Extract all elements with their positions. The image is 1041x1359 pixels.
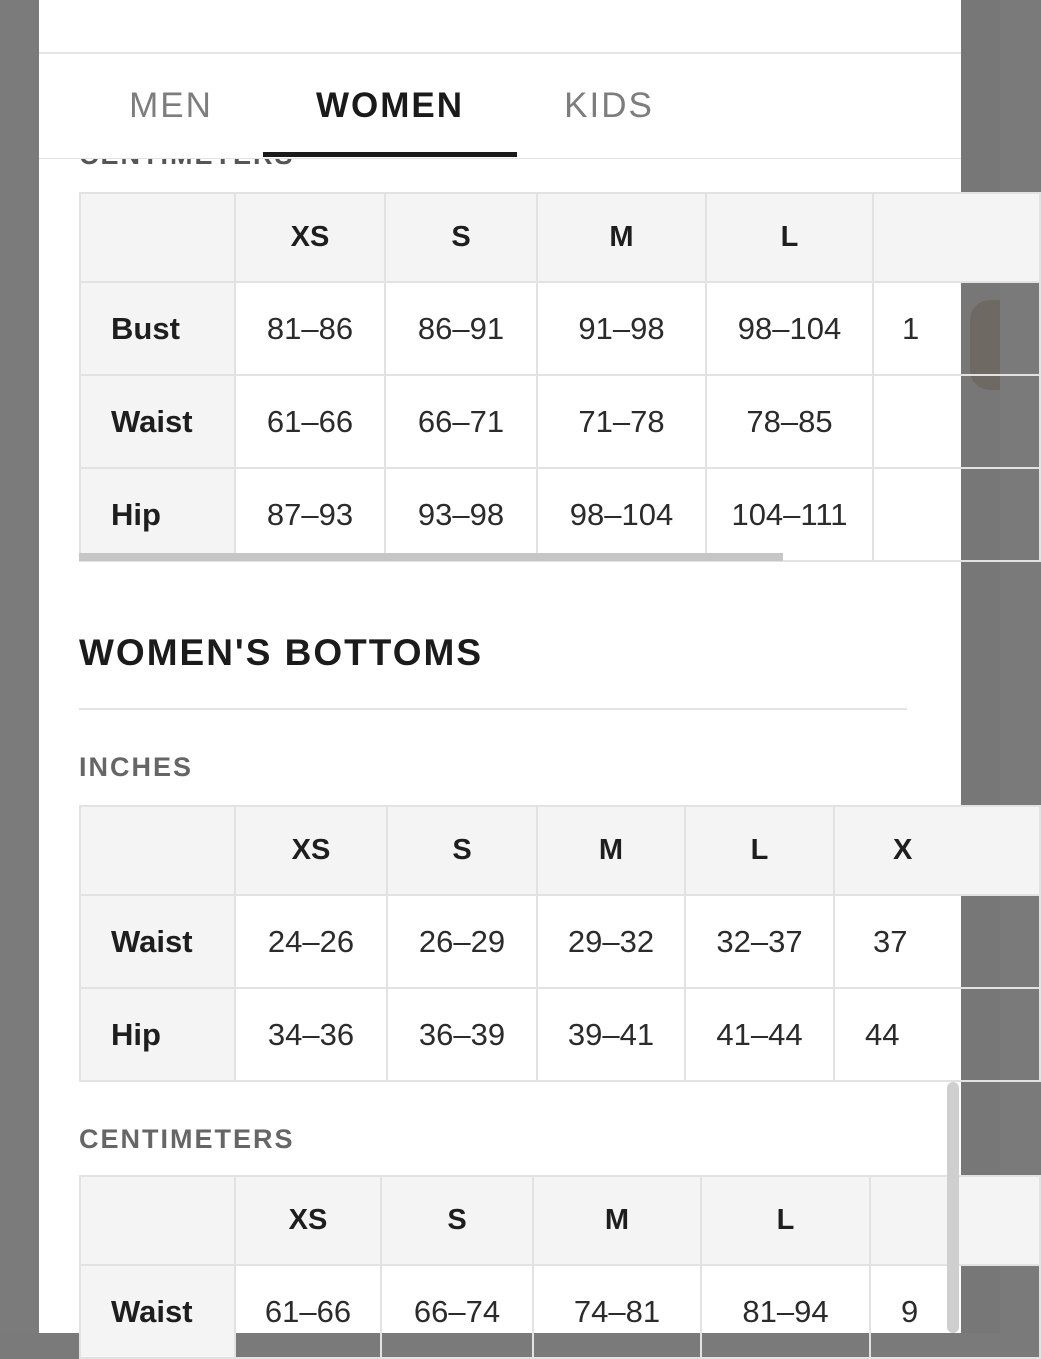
table-row [80,375,1040,468]
table-cell: 61–66 [235,1265,381,1358]
table-cell: 104–111 [706,468,873,561]
tab-men[interactable]: MEN [129,86,213,125]
tops-cm-table-scroll[interactable] [79,192,920,562]
table-cell: 71–78 [537,375,706,468]
header-cell: XS [235,806,387,895]
header-cell: L [685,806,834,895]
table-cell: 98–104 [537,468,706,561]
table-cell: 34–36 [235,988,387,1081]
table-cell: 81–94 [701,1265,870,1358]
header-cell: S [385,193,537,282]
header-cell: L [701,1176,870,1265]
table-row [80,468,1040,561]
bottoms-cm-table-scroll[interactable] [79,1175,919,1335]
table-row [80,282,1040,375]
table-row [80,895,1040,988]
header-cell [80,1176,235,1265]
table-cell: 41–44 [685,988,834,1081]
table-cell [873,468,1040,561]
table-header-row [80,193,1040,282]
table-cell: 66–74 [381,1265,533,1358]
table-cell [873,375,1040,468]
unit-label-inches: INCHES [79,752,194,782]
table-cell: 26–29 [387,895,537,988]
table-cell: 87–93 [235,468,385,561]
row-label: Hip [80,988,235,1081]
row-label: Waist [80,895,235,988]
header-cell: S [387,806,537,895]
table-cell: 39–41 [537,988,685,1081]
header-cell: M [533,1176,701,1265]
table-cell: 91–98 [537,282,706,375]
table-cell: 1 [873,282,1040,375]
active-tab-indicator [263,152,517,157]
bottoms-cm-table [79,1175,1041,1359]
header-cell: M [537,806,685,895]
bottoms-inches-table [79,805,1041,1082]
horizontal-scrollbar[interactable] [79,553,783,561]
sheet-header-strip [39,0,961,54]
table-header-row [80,1176,1040,1265]
bottoms-inches-table-scroll[interactable] [79,805,913,1082]
table-cell: 86–91 [385,282,537,375]
table-row [80,988,1040,1081]
table-cell: 66–71 [385,375,537,468]
table-cell: 36–39 [387,988,537,1081]
table-row [80,1265,1040,1358]
header-cell: XS [235,193,385,282]
table-cell: 81–86 [235,282,385,375]
unit-label-centimeters-bottoms: CENTIMETERS [79,1124,295,1154]
tab-women[interactable]: WOMEN [315,86,465,125]
header-cell [873,193,1040,282]
table-cell: 29–32 [537,895,685,988]
header-cell [80,806,235,895]
table-cell: 61–66 [235,375,385,468]
tops-cm-table [79,192,1041,562]
tab-kids[interactable]: KIDS [564,86,654,125]
row-label: Waist [80,375,235,468]
gender-tabs [39,54,961,159]
header-cell [80,193,235,282]
backdrop-left [0,0,39,1333]
table-cell: 37 [834,895,1040,988]
header-cell: X [834,806,1040,895]
size-guide-sheet [39,0,961,1333]
table-header-row [80,806,1040,895]
table-cell: 74–81 [533,1265,701,1358]
row-label: Bust [80,282,235,375]
header-cell: M [537,193,706,282]
header-cell: S [381,1176,533,1265]
vertical-scrollbar-thumb[interactable] [947,1082,959,1333]
table-cell: 32–37 [685,895,834,988]
section-divider [79,708,907,710]
table-cell: 98–104 [706,282,873,375]
table-cell: 78–85 [706,375,873,468]
table-cell: 24–26 [235,895,387,988]
row-label: Hip [80,468,235,561]
row-label: Waist [80,1265,235,1358]
table-cell: 93–98 [385,468,537,561]
header-cell: XS [235,1176,381,1265]
table-cell: 9 [870,1265,1040,1358]
section-title-womens-bottoms: WOMEN'S BOTTOMS [79,632,483,673]
header-cell: L [706,193,873,282]
table-cell: 44 [834,988,1040,1081]
